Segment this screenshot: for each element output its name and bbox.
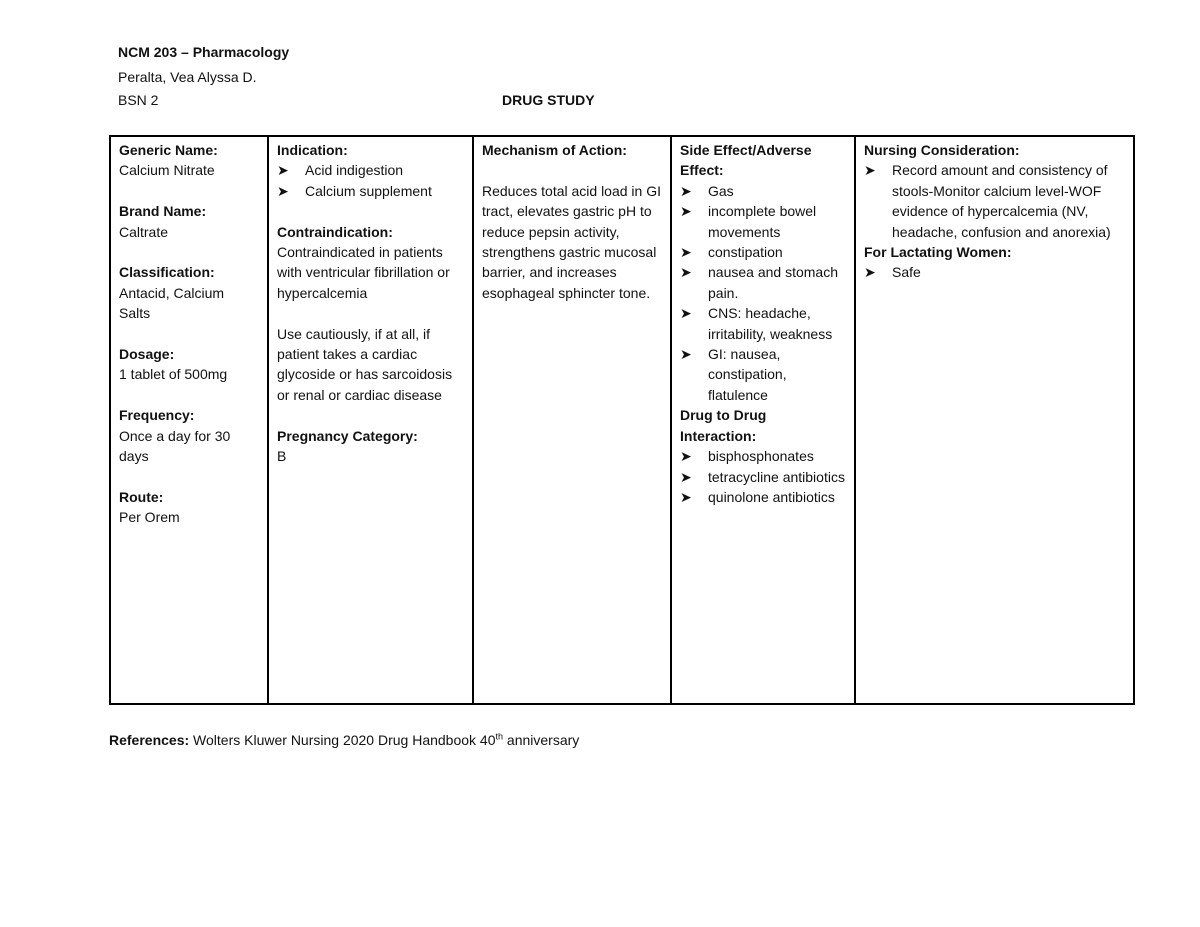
generic-name-value: Calcium Nitrate <box>119 162 215 179</box>
side-effects-cell <box>671 136 855 704</box>
references-superscript: th <box>495 731 504 742</box>
document-title: DRUG STUDY <box>502 92 595 108</box>
list-item: ➤ Acid indigestion <box>277 160 464 180</box>
nursing-cell <box>855 136 1134 704</box>
contraindication-text: Contraindicated in patients with ventricular fibrillation or hypercalcemia <box>277 244 450 301</box>
brand-name-value: Caltrate <box>119 223 169 240</box>
arrow-bullet-icon: ➤ <box>680 448 692 465</box>
classification-label: Classification: <box>119 264 215 281</box>
arrow-bullet-icon: ➤ <box>680 203 692 220</box>
contraindication-label: Contraindication: <box>277 223 393 240</box>
drug-study-table <box>109 135 1135 705</box>
route-value: Per Orem <box>119 509 180 526</box>
nursing-list <box>864 160 1125 242</box>
dosage-value: 1 tablet of 500mg <box>119 366 228 383</box>
frequency-label: Frequency: <box>119 407 195 424</box>
arrow-bullet-icon: ➤ <box>680 264 692 281</box>
list-item: ➤ bisphosphonates <box>680 446 846 466</box>
references-text: Wolters Kluwer Nursing 2020 Drug Handbook 40 <box>193 732 496 748</box>
list-item: ➤ CNS: headache, irritability, weakness <box>680 305 833 342</box>
arrow-bullet-icon: ➤ <box>277 162 289 179</box>
list-item: ➤ quinolone antibiotics <box>680 487 846 507</box>
student-name: Peralta, Vea Alyssa D. <box>118 69 257 85</box>
drug-interaction-label: Drug to Drug Interaction: <box>680 407 767 444</box>
side-effects-list <box>680 181 846 405</box>
side-effects-label: Side Effect/Adverse Effect: <box>680 142 812 179</box>
arrow-bullet-icon: ➤ <box>680 182 692 199</box>
pregnancy-category-value: B <box>277 448 287 465</box>
indication-list <box>277 160 464 201</box>
frequency-value: Once a day for 30 days <box>119 427 231 465</box>
arrow-bullet-icon: ➤ <box>680 305 692 322</box>
list-item: ➤ Calcium supplement <box>277 181 464 201</box>
nursing-consideration-label: Nursing Consideration: <box>864 142 1020 158</box>
generic-name-label: Generic Name: <box>119 142 218 158</box>
arrow-bullet-icon: ➤ <box>864 162 876 179</box>
mechanism-label: Mechanism of Action: <box>482 142 627 158</box>
arrow-bullet-icon: ➤ <box>680 468 692 485</box>
arrow-bullet-icon: ➤ <box>277 182 289 199</box>
classification-value: Antacid, Calcium Salts <box>119 284 225 322</box>
arrow-bullet-icon: ➤ <box>680 346 692 363</box>
list-item: ➤ GI: nausea, constipation, flatulence <box>680 346 787 403</box>
program-level: BSN 2 <box>118 92 159 108</box>
list-item: ➤ Safe <box>864 262 1125 282</box>
arrow-bullet-icon: ➤ <box>680 488 692 505</box>
caution-text: Use cautiously, if at all, if patient takes a cardiac glycoside or has sarcoidosis or renal or cardiac disease <box>277 325 453 403</box>
pregnancy-category-label: Pregnancy Category: <box>277 427 418 444</box>
course-title: NCM 203 – Pharmacology <box>118 44 290 60</box>
lactating-list <box>864 262 1125 282</box>
table-row <box>110 136 1134 704</box>
dosage-label: Dosage: <box>119 346 175 363</box>
indication-cell <box>268 136 473 704</box>
list-item: ➤ Gas <box>680 181 846 201</box>
list-item: ➤ incomplete bowel movements <box>680 203 817 240</box>
generic-cell <box>110 136 268 704</box>
list-item: ➤ constipation <box>680 242 846 262</box>
list-item: ➤ Record amount and consistency of stools-Monitor calcium level-WOF evidence of hypercalcemia (NV, headache, confusion and anorexia) <box>864 162 1111 240</box>
brand-name-label: Brand Name: <box>119 203 207 220</box>
mechanism-text: Reduces total acid load in GI tract, elevates gastric pH to reduce pepsin activity, strengthens gastric mucosal barrier, and increases esophageal sphincter tone. <box>482 182 661 301</box>
references-suffix: anniversary <box>506 732 580 748</box>
arrow-bullet-icon: ➤ <box>680 244 692 261</box>
arrow-bullet-icon: ➤ <box>864 264 876 281</box>
references-label: References: <box>109 732 190 748</box>
indication-label: Indication: <box>277 142 348 158</box>
list-item: ➤ tetracycline antibiotics <box>680 467 846 487</box>
references <box>109 731 579 749</box>
list-item: ➤ nausea and stomach pain. <box>680 264 838 301</box>
drug-interaction-list <box>680 446 846 507</box>
route-label: Route: <box>119 488 164 505</box>
lactating-label: For Lactating Women: <box>864 244 1012 261</box>
mechanism-cell <box>473 136 671 704</box>
